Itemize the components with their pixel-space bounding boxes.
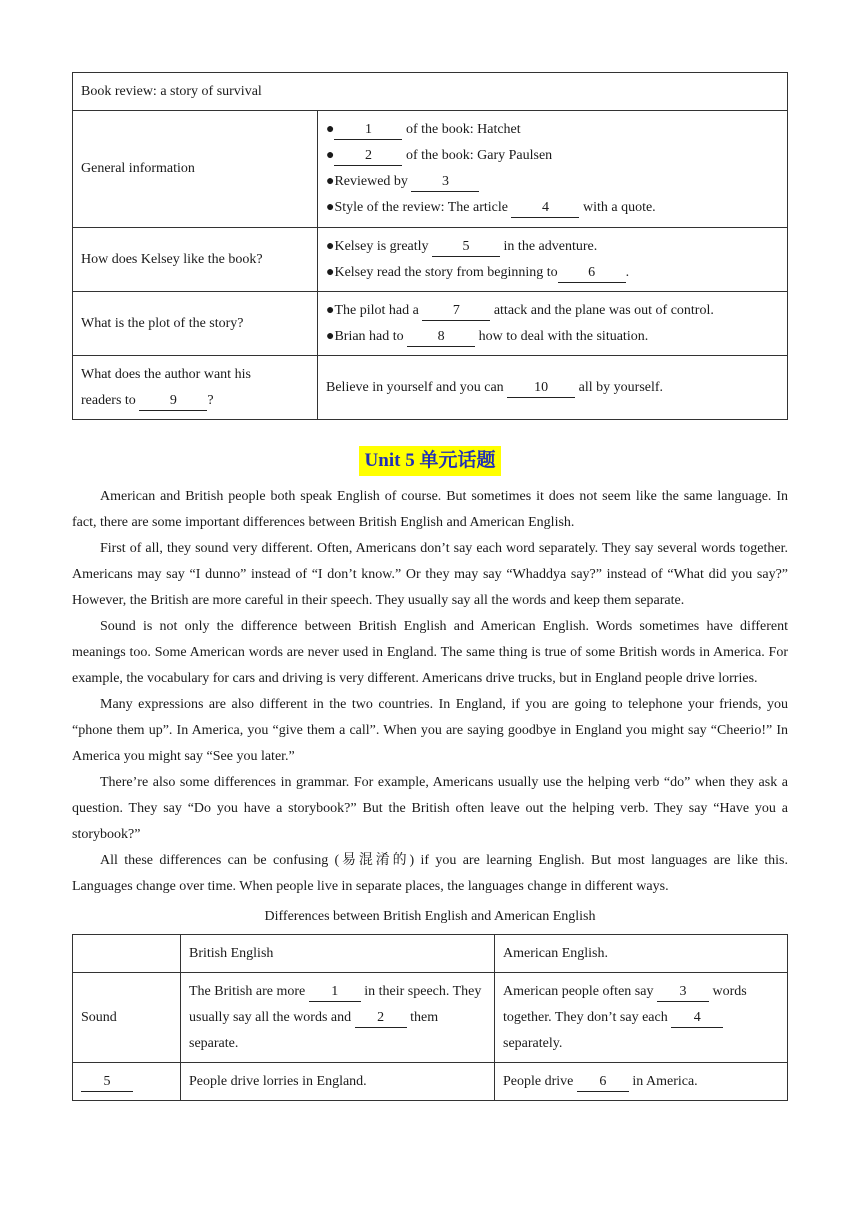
paragraph: Sound is not only the difference between British English and American English. Words sometimes have different meanings too. Some American words are never used in England. The same thing is true of some British words in America. For example, the vocabulary for cars and driving is very different. Americans drive trucks, but in England people drive lorries.: [72, 619, 788, 686]
sound-american: American people often say 3 words together. They don’t say each 4 separately.: [495, 973, 788, 1063]
blank-2[interactable]: 2: [334, 147, 402, 166]
blank-6[interactable]: 6: [558, 264, 626, 283]
review-line: ●Style of the review: The article 4 with a quote.: [326, 195, 779, 221]
blank-8[interactable]: 8: [407, 328, 475, 347]
general-information-content: [318, 111, 788, 228]
row-label-author-intent: [73, 356, 318, 420]
blank-5[interactable]: 5: [432, 238, 500, 257]
paragraph: Many expressions are also different in the two countries. In England, if you are going to telephone your friends, you “phone them up”. In America, you “give them a call”. When you are saying goodbye in England you might say “Cheerio!” In America you might say “See you later.”: [72, 697, 788, 764]
article-body: [72, 484, 788, 900]
author-intent-content: Believe in yourself and you can 10 all by yourself.: [318, 356, 788, 420]
review-table-title: Book review: a story of survival: [73, 73, 788, 111]
blank-3[interactable]: 3: [411, 173, 479, 192]
review-line: ●Kelsey is greatly 5 in the adventure.: [326, 234, 779, 260]
diff-table-caption: Differences between British English and American English: [264, 909, 596, 924]
row-label-kelsey-opinion: How does Kelsey like the book?: [73, 228, 318, 292]
review-line: ● 2 of the book: Gary Paulsen: [326, 143, 779, 169]
label-line: readers to 9 ?: [81, 388, 309, 414]
review-line: ●Brian had to 8 how to deal with the situation.: [326, 324, 779, 350]
row-label-general-information: General information: [73, 111, 318, 228]
paragraph: There’re also some differences in grammar. For example, Americans usually use the helping verb “do” when they ask a question. They say “Do you have a storybook?” But the British often leave out the helping verb. They say “Have you a storybook?”: [72, 775, 788, 842]
review-line: ●Reviewed by 3: [326, 169, 779, 195]
review-line: ●Kelsey read the story from beginning to 6 .: [326, 260, 779, 286]
page: [72, 72, 788, 1101]
differences-table: [72, 934, 788, 1101]
review-line: ● 1 of the book: Hatchet: [326, 117, 779, 143]
blank-4[interactable]: 4: [671, 1009, 723, 1028]
blank-7[interactable]: 7: [422, 302, 490, 321]
blank-4[interactable]: 4: [511, 199, 579, 218]
unit-title: Unit 5 单元话题: [359, 446, 502, 476]
blank-3[interactable]: 3: [657, 983, 709, 1002]
blank-2[interactable]: 2: [355, 1009, 407, 1028]
paragraph: First of all, they sound very different. Often, Americans don’t say each word separately. They say several words together. Americans may say “I dunno” instead of “I don’t know.” Or they may say “Whaddya say?” instead of “What did you say?” However, the British are more careful in their speech. They usually say all the words and keep them separate.: [72, 541, 788, 608]
row-label-vocabulary: [73, 1063, 181, 1101]
row-label-sound: Sound: [73, 973, 181, 1063]
review-line: ●The pilot had a 7 attack and the plane was out of control.: [326, 298, 779, 324]
blank-9[interactable]: 9: [139, 392, 207, 411]
sound-british: The British are more 1 in their speech. They usually say all the words and 2 them separate.: [181, 973, 495, 1063]
vocab-american: People drive 6 in America.: [495, 1063, 788, 1101]
paragraph: All these differences can be confusing (易混淆的) if you are learning English. But most languages are like this. Languages change over time. When people live in separate places, the languages change in different ways.: [72, 853, 788, 894]
vocab-british: People drive lorries in England.: [181, 1063, 495, 1101]
blank-1[interactable]: 1: [334, 121, 402, 140]
unit-title-wrap: [72, 446, 788, 476]
row-label-plot: What is the plot of the story?: [73, 292, 318, 356]
kelsey-opinion-content: [318, 228, 788, 292]
header-american-english: American English.: [495, 935, 788, 973]
blank-10[interactable]: 10: [507, 379, 575, 398]
blank-6[interactable]: 6: [577, 1073, 629, 1092]
header-british-english: British English: [181, 935, 495, 973]
header-empty: [73, 935, 181, 973]
blank-5[interactable]: 5: [81, 1073, 133, 1092]
book-review-table: [72, 72, 788, 420]
paragraph: American and British people both speak English of course. But sometimes it does not seem like the same language. In fact, there are some important differences between British English and American English.: [72, 489, 788, 530]
label-line: What does the author want his: [81, 366, 251, 382]
plot-content: [318, 292, 788, 356]
blank-1[interactable]: 1: [309, 983, 361, 1002]
